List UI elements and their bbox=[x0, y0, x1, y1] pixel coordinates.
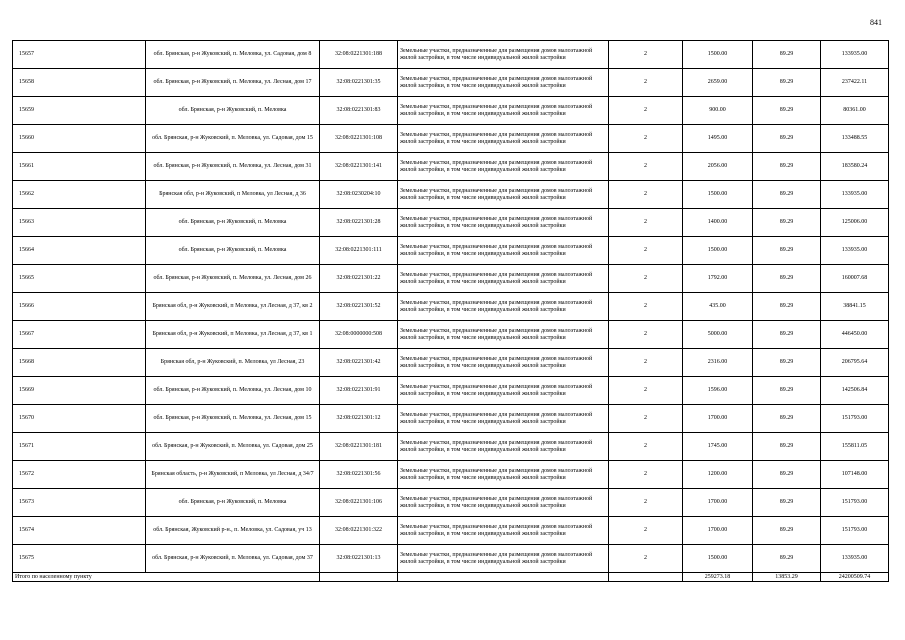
row-address: обл. Брянская, р-н Жуковский, п. Меловка, ул. Лесная, дом 10 bbox=[146, 377, 320, 405]
row-rate: 89.29 bbox=[753, 181, 821, 209]
row-cadastral-number: 32:08:0221301:91 bbox=[320, 377, 398, 405]
row-land-purpose: Земельные участки, предназначенные для размещения домов малоэтажной жилой застройки, в том числе индивидуальной жилой застройки bbox=[398, 181, 609, 209]
row-cadastral-number: 32:08:0221301:22 bbox=[320, 265, 398, 293]
row-id: 15659 bbox=[13, 97, 146, 125]
row-area: 1792.00 bbox=[683, 265, 753, 293]
total-rate: 13853.29 bbox=[753, 573, 821, 582]
row-area: 1700.00 bbox=[683, 489, 753, 517]
row-id: 15665 bbox=[13, 265, 146, 293]
row-land-purpose: Земельные участки, предназначенные для размещения домов малоэтажной жилой застройки, в том числе индивидуальной жилой застройки bbox=[398, 433, 609, 461]
row-group: 2 bbox=[609, 97, 683, 125]
row-address: Брянская обл, р-н Жуковский, п Меловка, ул Лесная, д 37, кв 2 bbox=[146, 293, 320, 321]
row-cadastral-number: 32:08:0221301:28 bbox=[320, 209, 398, 237]
table-row bbox=[13, 377, 889, 405]
row-id: 15662 bbox=[13, 181, 146, 209]
row-area: 1500.00 bbox=[683, 545, 753, 573]
row-land-purpose: Земельные участки, предназначенные для размещения домов малоэтажной жилой застройки, в том числе индивидуальной жилой застройки bbox=[398, 377, 609, 405]
row-rate: 89.29 bbox=[753, 97, 821, 125]
row-address: обл. Брянская, р-н Жуковский, п. Меловка, ул. Лесная, дом 17 bbox=[146, 69, 320, 97]
row-group: 2 bbox=[609, 321, 683, 349]
row-group: 2 bbox=[609, 153, 683, 181]
row-land-purpose: Земельные участки, предназначенные для размещения домов малоэтажной жилой застройки, в том числе индивидуальной жилой застройки bbox=[398, 97, 609, 125]
row-group: 2 bbox=[609, 181, 683, 209]
row-address: обл. Брянская, р-н Жуковский, п. Меловка bbox=[146, 97, 320, 125]
row-cadastral-value: 133935.00 bbox=[821, 181, 889, 209]
land-plots-table bbox=[12, 40, 889, 582]
row-id: 15657 bbox=[13, 41, 146, 69]
row-cadastral-value: 133935.00 bbox=[821, 237, 889, 265]
row-land-purpose: Земельные участки, предназначенные для размещения домов малоэтажной жилой застройки, в том числе индивидуальной жилой застройки bbox=[398, 489, 609, 517]
table-row bbox=[13, 97, 889, 125]
row-area: 900.00 bbox=[683, 97, 753, 125]
row-cadastral-value: 183580.24 bbox=[821, 153, 889, 181]
row-rate: 89.29 bbox=[753, 405, 821, 433]
row-address: обл. Брянская, р-н Жуковский, п. Меловка, ул. Лесная, дом 26 bbox=[146, 265, 320, 293]
table-row bbox=[13, 405, 889, 433]
row-rate: 89.29 bbox=[753, 517, 821, 545]
row-area: 1596.00 bbox=[683, 377, 753, 405]
row-cadastral-value: 133935.00 bbox=[821, 41, 889, 69]
row-area: 435.00 bbox=[683, 293, 753, 321]
row-cadastral-value: 237422.11 bbox=[821, 69, 889, 97]
row-area: 1500.00 bbox=[683, 181, 753, 209]
row-cadastral-number: 32:08:0230204:10 bbox=[320, 181, 398, 209]
row-address: обл. Брянская, р-н Жуковский, п. Меловка bbox=[146, 237, 320, 265]
row-cadastral-number: 32:08:0221301:13 bbox=[320, 545, 398, 573]
row-cadastral-value: 446450.00 bbox=[821, 321, 889, 349]
total-row bbox=[13, 573, 889, 582]
table-row bbox=[13, 349, 889, 377]
row-group: 2 bbox=[609, 237, 683, 265]
table-body bbox=[13, 41, 889, 573]
row-id: 15664 bbox=[13, 237, 146, 265]
row-cadastral-number: 32:08:0221301:108 bbox=[320, 125, 398, 153]
table-row bbox=[13, 41, 889, 69]
table-row bbox=[13, 125, 889, 153]
row-rate: 89.29 bbox=[753, 377, 821, 405]
row-cadastral-value: 155811.05 bbox=[821, 433, 889, 461]
row-cadastral-number: 32:08:0221301:42 bbox=[320, 349, 398, 377]
row-cadastral-value: 133488.55 bbox=[821, 125, 889, 153]
row-cadastral-number: 32:08:0221301:188 bbox=[320, 41, 398, 69]
row-area: 1500.00 bbox=[683, 237, 753, 265]
row-address: обл. Брянская, р-н Жуковский, п. Меловка, ул. Садовая, дом 15 bbox=[146, 125, 320, 153]
row-land-purpose: Земельные участки, предназначенные для размещения домов малоэтажной жилой застройки, в том числе индивидуальной жилой застройки bbox=[398, 349, 609, 377]
table-row bbox=[13, 461, 889, 489]
row-cadastral-number: 32:08:0221301:111 bbox=[320, 237, 398, 265]
row-rate: 89.29 bbox=[753, 265, 821, 293]
row-cadastral-value: 206795.64 bbox=[821, 349, 889, 377]
row-land-purpose: Земельные участки, предназначенные для размещения домов малоэтажной жилой застройки, в том числе индивидуальной жилой застройки bbox=[398, 265, 609, 293]
row-area: 1745.00 bbox=[683, 433, 753, 461]
row-area: 2316.00 bbox=[683, 349, 753, 377]
row-cadastral-number: 32:08:0221301:56 bbox=[320, 461, 398, 489]
total-empty-cell bbox=[609, 573, 683, 582]
row-cadastral-number: 32:08:0221301:12 bbox=[320, 405, 398, 433]
row-group: 2 bbox=[609, 517, 683, 545]
table-row bbox=[13, 321, 889, 349]
page-number: 841 bbox=[870, 18, 882, 27]
row-address: обл. Брянская, Жуковский р-н., п. Меловка, ул. Садовая, уч 13 bbox=[146, 517, 320, 545]
row-area: 1700.00 bbox=[683, 517, 753, 545]
row-id: 15663 bbox=[13, 209, 146, 237]
row-cadastral-number: 32:08:0221301:141 bbox=[320, 153, 398, 181]
row-cadastral-number: 32:08:0221301:322 bbox=[320, 517, 398, 545]
row-rate: 89.29 bbox=[753, 321, 821, 349]
total-empty-cell bbox=[398, 573, 609, 582]
row-land-purpose: Земельные участки, предназначенные для размещения домов малоэтажной жилой застройки, в том числе индивидуальной жилой застройки bbox=[398, 517, 609, 545]
row-land-purpose: Земельные участки, предназначенные для размещения домов малоэтажной жилой застройки, в том числе индивидуальной жилой застройки bbox=[398, 41, 609, 69]
row-area: 1200.00 bbox=[683, 461, 753, 489]
row-rate: 89.29 bbox=[753, 153, 821, 181]
row-rate: 89.29 bbox=[753, 125, 821, 153]
row-id: 15672 bbox=[13, 461, 146, 489]
row-cadastral-number: 32:08:0221301:181 bbox=[320, 433, 398, 461]
row-cadastral-number: 32:08:0221301:52 bbox=[320, 293, 398, 321]
row-cadastral-value: 38841.15 bbox=[821, 293, 889, 321]
table-row bbox=[13, 209, 889, 237]
row-land-purpose: Земельные участки, предназначенные для размещения домов малоэтажной жилой застройки, в том числе индивидуальной жилой застройки bbox=[398, 209, 609, 237]
row-land-purpose: Земельные участки, предназначенные для размещения домов малоэтажной жилой застройки, в том числе индивидуальной жилой застройки bbox=[398, 125, 609, 153]
row-land-purpose: Земельные участки, предназначенные для размещения домов малоэтажной жилой застройки, в том числе индивидуальной жилой застройки bbox=[398, 69, 609, 97]
table-row bbox=[13, 265, 889, 293]
row-land-purpose: Земельные участки, предназначенные для размещения домов малоэтажной жилой застройки, в том числе индивидуальной жилой застройки bbox=[398, 545, 609, 573]
row-id: 15674 bbox=[13, 517, 146, 545]
row-id: 15669 bbox=[13, 377, 146, 405]
row-group: 2 bbox=[609, 489, 683, 517]
row-group: 2 bbox=[609, 349, 683, 377]
table-row bbox=[13, 153, 889, 181]
row-address: обл. Брянская, р-н Жуковский, п. Меловка, ул. Садовая, дом 8 bbox=[146, 41, 320, 69]
row-cadastral-number: 32:08:0000000:508 bbox=[320, 321, 398, 349]
row-area: 2056.00 bbox=[683, 153, 753, 181]
row-address: обл. Брянская, р-н Жуковский, п. Меловка bbox=[146, 489, 320, 517]
row-id: 15661 bbox=[13, 153, 146, 181]
row-cadastral-number: 32:08:0221301:35 bbox=[320, 69, 398, 97]
row-rate: 89.29 bbox=[753, 293, 821, 321]
row-cadastral-value: 151793.00 bbox=[821, 517, 889, 545]
table-row bbox=[13, 433, 889, 461]
total-label: Итого по населенному пункту bbox=[13, 573, 320, 582]
table-row bbox=[13, 545, 889, 573]
row-rate: 89.29 bbox=[753, 433, 821, 461]
row-group: 2 bbox=[609, 293, 683, 321]
total-value: 24200509.74 bbox=[821, 573, 889, 582]
row-rate: 89.29 bbox=[753, 545, 821, 573]
row-group: 2 bbox=[609, 125, 683, 153]
row-cadastral-value: 125006.00 bbox=[821, 209, 889, 237]
row-area: 1700.00 bbox=[683, 405, 753, 433]
row-land-purpose: Земельные участки, предназначенные для размещения домов малоэтажной жилой застройки, в том числе индивидуальной жилой застройки bbox=[398, 153, 609, 181]
row-rate: 89.29 bbox=[753, 489, 821, 517]
row-cadastral-number: 32:08:0221301:106 bbox=[320, 489, 398, 517]
row-group: 2 bbox=[609, 433, 683, 461]
row-land-purpose: Земельные участки, предназначенные для размещения домов малоэтажной жилой застройки, в том числе индивидуальной жилой застройки bbox=[398, 237, 609, 265]
row-id: 15673 bbox=[13, 489, 146, 517]
row-id: 15667 bbox=[13, 321, 146, 349]
row-cadastral-value: 151793.00 bbox=[821, 489, 889, 517]
table-row bbox=[13, 69, 889, 97]
row-area: 1400.00 bbox=[683, 209, 753, 237]
row-rate: 89.29 bbox=[753, 41, 821, 69]
row-address: Брянская обл, р-н Жуковский, п Меловка, ул Лесная, д 37, кв 1 bbox=[146, 321, 320, 349]
row-id: 15675 bbox=[13, 545, 146, 573]
row-cadastral-value: 107148.00 bbox=[821, 461, 889, 489]
row-address: обл. Брянская, р-н Жуковский, п. Меловка bbox=[146, 209, 320, 237]
row-address: обл. Брянская, р-н Жуковский, п. Меловка, ул. Лесная, дом 31 bbox=[146, 153, 320, 181]
row-group: 2 bbox=[609, 69, 683, 97]
row-group: 2 bbox=[609, 545, 683, 573]
row-group: 2 bbox=[609, 265, 683, 293]
row-cadastral-value: 142506.84 bbox=[821, 377, 889, 405]
row-address: Брянская обл, р-н Жуковский, п. Меловка, ул Лесная, 23 bbox=[146, 349, 320, 377]
row-id: 15671 bbox=[13, 433, 146, 461]
row-group: 2 bbox=[609, 461, 683, 489]
row-land-purpose: Земельные участки, предназначенные для размещения домов малоэтажной жилой застройки, в том числе индивидуальной жилой застройки bbox=[398, 405, 609, 433]
row-area: 2659.00 bbox=[683, 69, 753, 97]
row-land-purpose: Земельные участки, предназначенные для размещения домов малоэтажной жилой застройки, в том числе индивидуальной жилой застройки bbox=[398, 321, 609, 349]
row-address: обл. Брянская, р-н Жуковский, п. Меловка, ул. Садовая, дом 37 bbox=[146, 545, 320, 573]
row-area: 1495.00 bbox=[683, 125, 753, 153]
row-address: Брянская обл, р-н Жуковский, п Меловка, ул Лесная, д 36 bbox=[146, 181, 320, 209]
row-area: 1500.00 bbox=[683, 41, 753, 69]
row-rate: 89.29 bbox=[753, 237, 821, 265]
row-group: 2 bbox=[609, 405, 683, 433]
total-empty-cell bbox=[320, 573, 398, 582]
row-id: 15668 bbox=[13, 349, 146, 377]
row-address: Брянская область, р-н Жуковский, п Меловка, ул Лесная, д 34/7 bbox=[146, 461, 320, 489]
row-id: 15666 bbox=[13, 293, 146, 321]
row-cadastral-value: 133935.00 bbox=[821, 545, 889, 573]
row-land-purpose: Земельные участки, предназначенные для размещения домов малоэтажной жилой застройки, в том числе индивидуальной жилой застройки bbox=[398, 461, 609, 489]
row-id: 15670 bbox=[13, 405, 146, 433]
table-row bbox=[13, 517, 889, 545]
row-area: 5000.00 bbox=[683, 321, 753, 349]
row-group: 2 bbox=[609, 209, 683, 237]
table-row bbox=[13, 237, 889, 265]
row-group: 2 bbox=[609, 41, 683, 69]
table-row bbox=[13, 181, 889, 209]
total-area: 259273.18 bbox=[683, 573, 753, 582]
row-land-purpose: Земельные участки, предназначенные для размещения домов малоэтажной жилой застройки, в том числе индивидуальной жилой застройки bbox=[398, 293, 609, 321]
row-address: обл. Брянская, р-н Жуковский, п. Меловка, ул. Садовая, дом 25 bbox=[146, 433, 320, 461]
row-rate: 89.29 bbox=[753, 209, 821, 237]
row-group: 2 bbox=[609, 377, 683, 405]
row-cadastral-number: 32:08:0221301:83 bbox=[320, 97, 398, 125]
row-id: 15658 bbox=[13, 69, 146, 97]
row-cadastral-value: 160007.68 bbox=[821, 265, 889, 293]
row-rate: 89.29 bbox=[753, 349, 821, 377]
row-address: обл. Брянская, р-н Жуковский, п. Меловка, ул. Лесная, дом 15 bbox=[146, 405, 320, 433]
row-rate: 89.29 bbox=[753, 69, 821, 97]
table-row bbox=[13, 293, 889, 321]
row-id: 15660 bbox=[13, 125, 146, 153]
row-cadastral-value: 151793.00 bbox=[821, 405, 889, 433]
row-rate: 89.29 bbox=[753, 461, 821, 489]
row-cadastral-value: 80361.00 bbox=[821, 97, 889, 125]
table-row bbox=[13, 489, 889, 517]
